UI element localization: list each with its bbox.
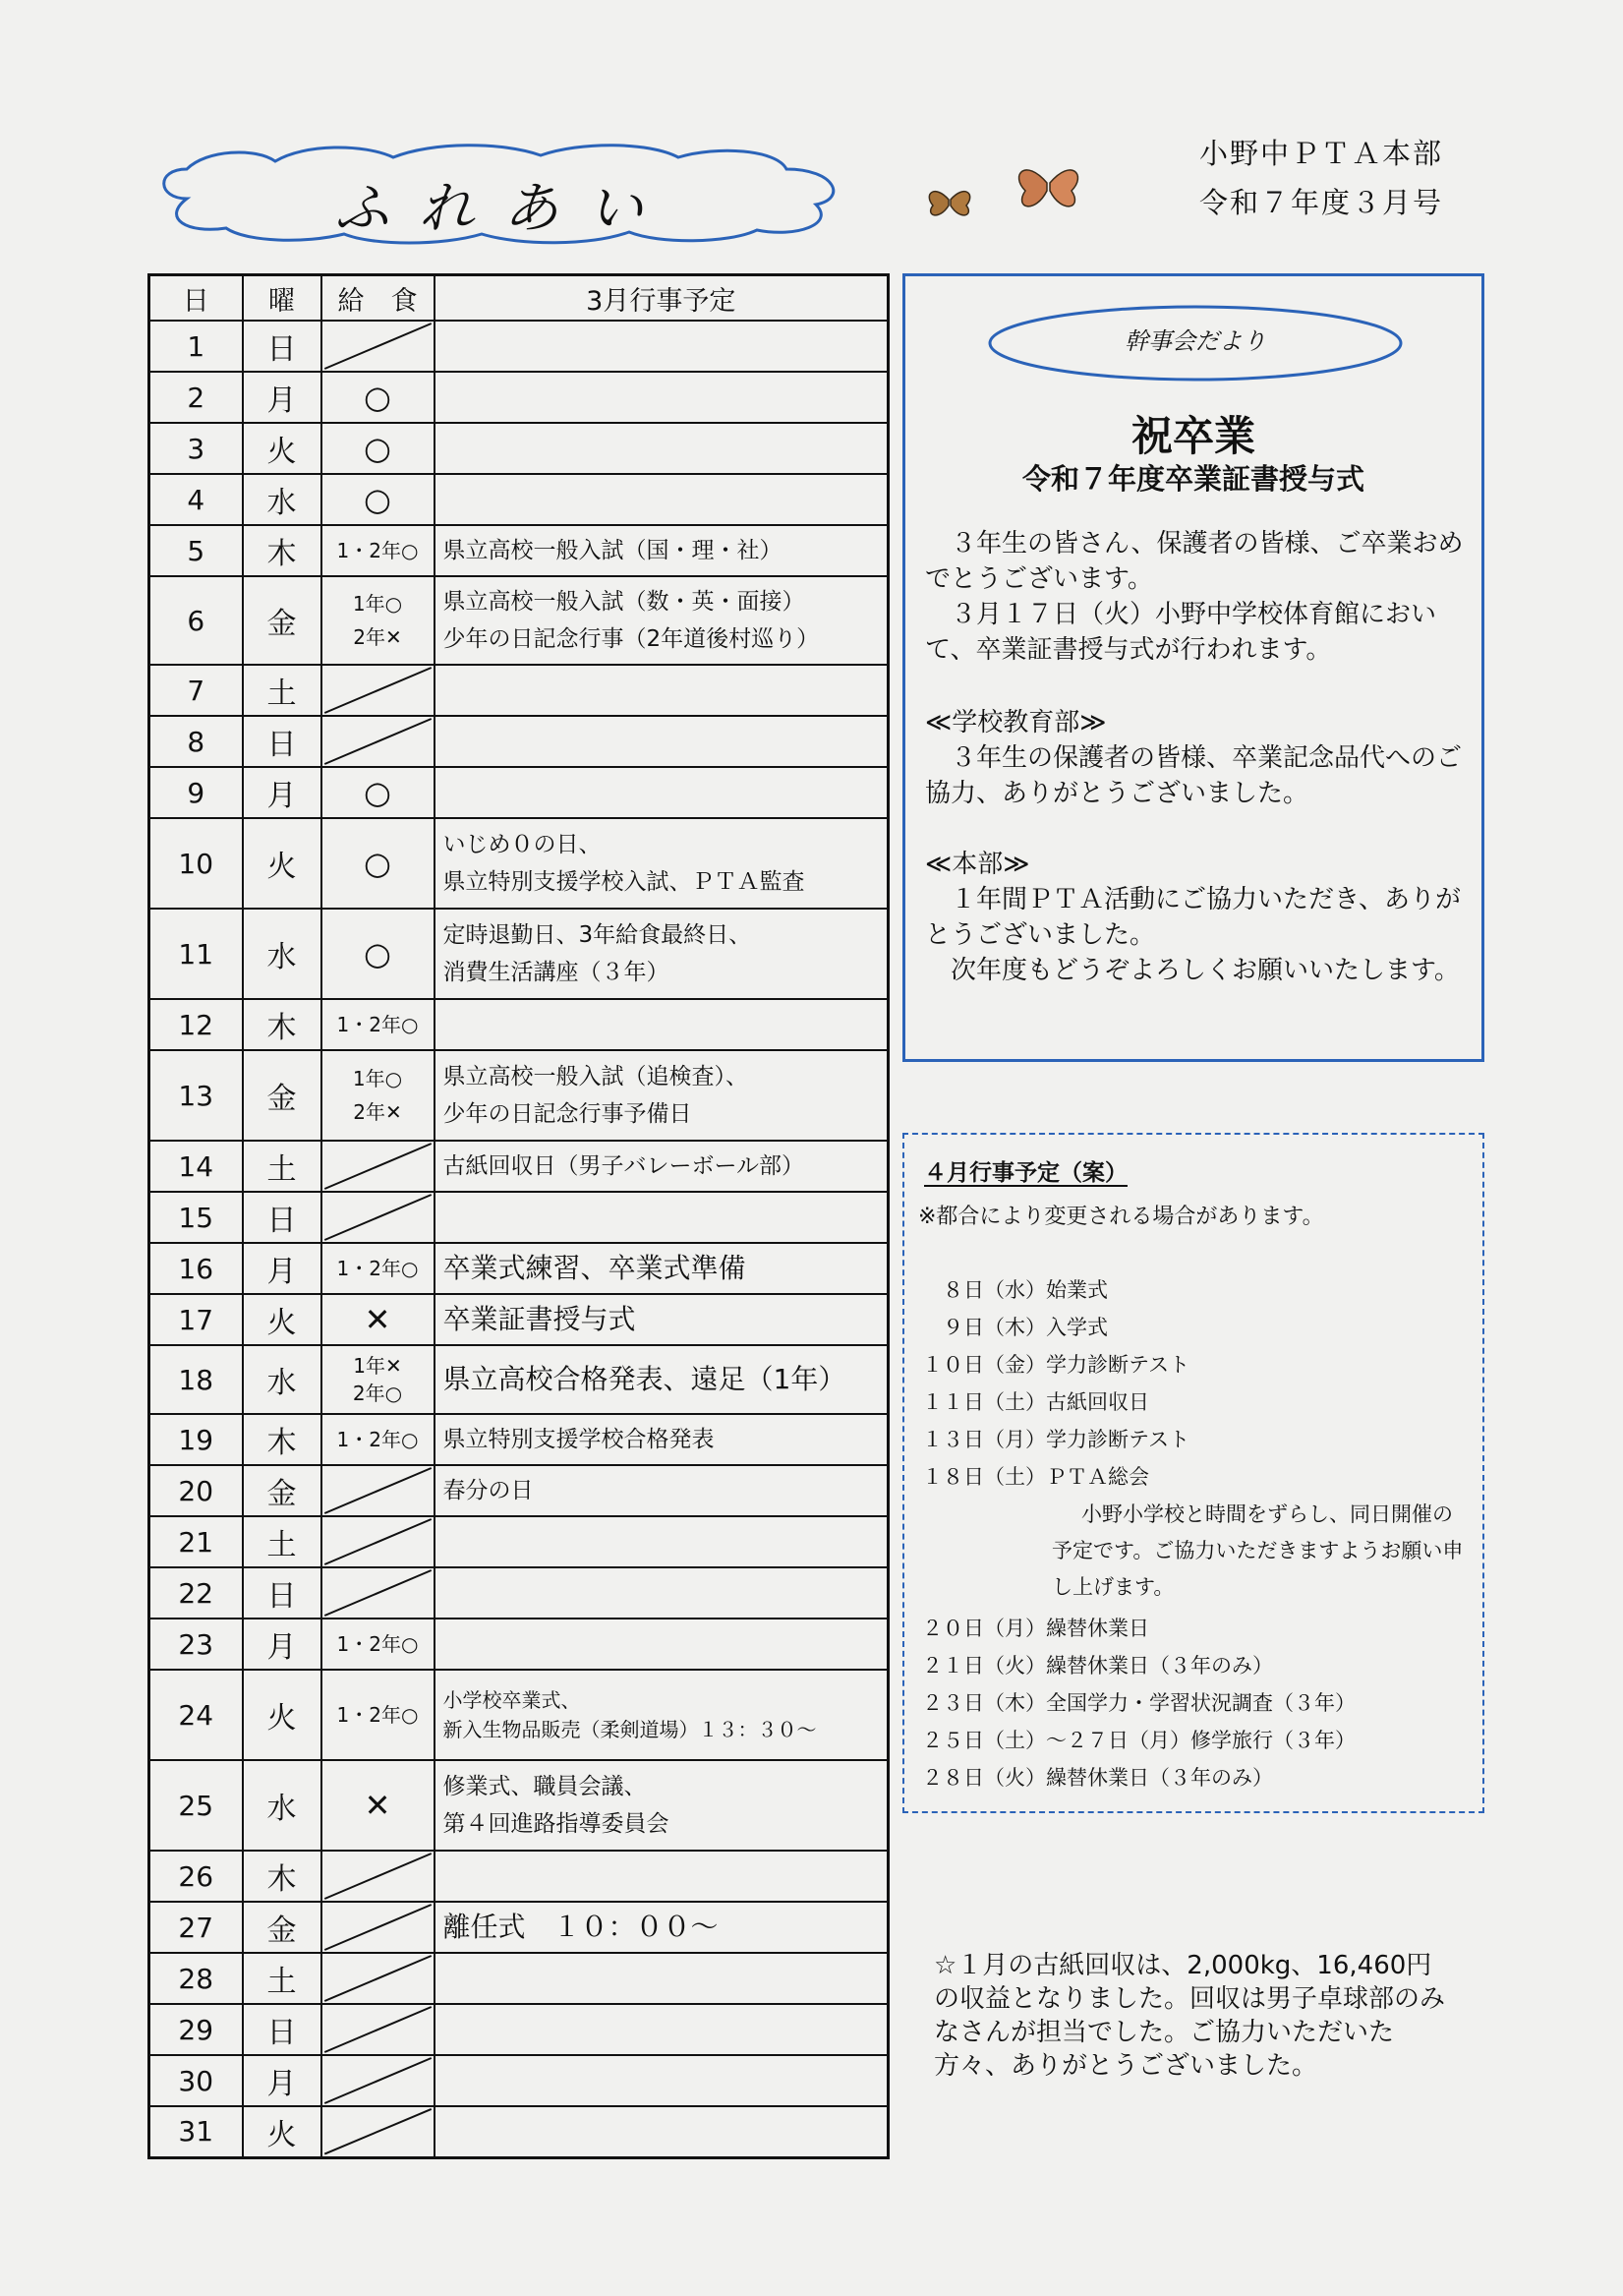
event-cell: [435, 1516, 889, 1567]
no-lunch-slash: [322, 717, 434, 766]
weekday-cell: 金: [243, 1902, 321, 1953]
day-cell: 6: [149, 576, 243, 665]
lunch-cell: [321, 909, 435, 999]
weekday-cell: 火: [243, 1294, 321, 1345]
lunch-value: ○: [364, 379, 391, 416]
table-row: [149, 1345, 889, 1414]
event-line: 小学校卒業式、: [442, 1688, 581, 1712]
weekday-cell: 水: [243, 1760, 321, 1851]
event-line: 定時退勤日、3年給食最終日、: [442, 922, 752, 948]
event-line: 第４回進路指導委員会: [442, 1811, 669, 1837]
table-row: [149, 716, 889, 767]
april-item: ９日（木）入学式: [922, 1316, 1108, 1339]
day-cell: 20: [149, 1465, 243, 1516]
event-line: 少年の日記念行事予備日: [442, 1101, 692, 1127]
event-cell: [435, 321, 889, 372]
lunch-cell: [321, 818, 435, 909]
event-cell: [435, 525, 889, 576]
day-cell: 14: [149, 1141, 243, 1192]
box-label: 幹事会だより: [1125, 327, 1266, 355]
event-cell: [435, 576, 889, 665]
event-cell: [435, 1619, 889, 1670]
weekday-cell: 水: [243, 909, 321, 999]
table-row: [149, 1516, 889, 1567]
day-cell: 27: [149, 1902, 243, 1953]
table-row: [149, 576, 889, 665]
day-cell: 29: [149, 2004, 243, 2055]
event-cell: [435, 909, 889, 999]
lunch-value: 1・2年○: [336, 1632, 419, 1656]
table-row: [149, 474, 889, 525]
lunch-cell: [321, 474, 435, 525]
weekday-cell: 火: [243, 818, 321, 909]
lunch-cell: [321, 999, 435, 1050]
lunch-cell: [321, 423, 435, 474]
event-line: 県立高校一般入試（追検査）、: [442, 1064, 748, 1089]
graduation-subtitle: 令和７年度卒業証書授与式: [1021, 462, 1364, 496]
schedule-table: [147, 273, 890, 2159]
lunch-value: ○: [364, 935, 391, 972]
day-cell: 17: [149, 1294, 243, 1345]
weekday-cell: 木: [243, 999, 321, 1050]
weekday-cell: 月: [243, 1243, 321, 1294]
weekday-cell: 月: [243, 767, 321, 818]
no-lunch-slash: [322, 2056, 434, 2105]
lunch-value: ✕: [364, 1787, 391, 1824]
weekday-cell: 土: [243, 1141, 321, 1192]
no-lunch-slash: [322, 2107, 434, 2156]
april-item-note: 小野小学校と時間をずらし、同日開催の予定です。ご協力いただきますようお願い申し上げます。: [1052, 1502, 1464, 1599]
event-cell: [435, 2055, 889, 2106]
day-cell: 16: [149, 1243, 243, 1294]
event-cell: [435, 1760, 889, 1851]
lunch-value: ○: [364, 481, 391, 518]
no-lunch-slash: [322, 1852, 434, 1901]
weekday-cell: 土: [243, 1516, 321, 1567]
weekday-cell: 金: [243, 576, 321, 665]
no-lunch-slash: [322, 1193, 434, 1242]
butterfly-icon: [924, 155, 1101, 224]
graduation-title: 祝卒業: [1130, 412, 1255, 460]
table-row: [149, 2055, 889, 2106]
event-cell: [435, 1243, 889, 1294]
table-row: [149, 1465, 889, 1516]
lunch-value: 2年✕: [353, 1100, 402, 1124]
lunch-value: 1・2年○: [336, 1428, 419, 1451]
event-cell: [435, 818, 889, 909]
lunch-value: 1年○: [352, 592, 403, 616]
day-cell: 7: [149, 665, 243, 716]
weekday-cell: 火: [243, 2106, 321, 2157]
weekday-cell: 木: [243, 1851, 321, 1902]
weekday-cell: 木: [243, 525, 321, 576]
table-row: [149, 1670, 889, 1760]
day-cell: 26: [149, 1851, 243, 1902]
april-item: １３日（月）学力診断テスト: [922, 1428, 1190, 1451]
event-cell: [435, 1465, 889, 1516]
table-row: [149, 1050, 889, 1141]
lunch-cell: [321, 716, 435, 767]
weekday-cell: 火: [243, 1670, 321, 1760]
weekday-cell: 水: [243, 474, 321, 525]
april-item: ２３日（木）全国学力・学習状況調査（３年）: [922, 1691, 1356, 1715]
lunch-cell: [321, 1851, 435, 1902]
april-schedule-box: [902, 1133, 1484, 1813]
lunch-value: 1年○: [352, 1067, 403, 1090]
lunch-cell: [321, 2004, 435, 2055]
lunch-cell: [321, 1294, 435, 1345]
table-row: [149, 665, 889, 716]
event-line: 消費生活講座（３年）: [442, 960, 669, 985]
april-item: ８日（水）始業式: [922, 1278, 1108, 1302]
lunch-cell: [321, 1670, 435, 1760]
table-row: [149, 1414, 889, 1465]
lunch-cell: [321, 1050, 435, 1141]
event-cell: [435, 1141, 889, 1192]
weekday-cell: 日: [243, 321, 321, 372]
lunch-cell: [321, 767, 435, 818]
event-cell: [435, 1414, 889, 1465]
table-row: [149, 1294, 889, 1345]
issue-label: 令和７年度３月号: [1199, 186, 1444, 219]
lunch-cell: [321, 1953, 435, 2004]
april-item: ２５日（土）～２７日（月）修学旅行（３年）: [922, 1729, 1356, 1752]
event-line: 新入生物品販売（柔剣道場）１３：３０～: [442, 1718, 817, 1741]
lunch-cell: [321, 1465, 435, 1516]
weekday-cell: 水: [243, 1345, 321, 1414]
lunch-cell: [321, 321, 435, 372]
event-line: 卒業式練習、卒業式準備: [442, 1252, 746, 1284]
lunch-value: ○: [364, 430, 391, 467]
lunch-cell: [321, 1243, 435, 1294]
page-title: ふれあい: [334, 177, 672, 241]
greeting-paragraph: ３年生の皆さん、保護者の皆様、ご卒業おめでとうございます。 ３月１７日（火）小野中学校体育館において、卒業証書授与式が行われます。: [925, 529, 1464, 665]
april-item: ２１日（火）繰替休業日（３年のみ）: [922, 1654, 1273, 1678]
lunch-cell: [321, 2055, 435, 2106]
day-cell: 3: [149, 423, 243, 474]
day-cell: 23: [149, 1619, 243, 1670]
no-lunch-slash: [322, 1466, 434, 1515]
lunch-cell: [321, 1760, 435, 1851]
section-hq-heading: ≪本部≫: [925, 850, 1030, 879]
no-lunch-slash: [322, 1903, 434, 1952]
lunch-cell: [321, 1414, 435, 1465]
lunch-value: ✕: [364, 1301, 391, 1338]
lunch-value: 1・2年○: [336, 1013, 419, 1036]
event-line: 県立高校合格発表、遠足（1年）: [442, 1363, 846, 1395]
section-hq-body: １年間ＰＴＡ活動にご協力いただき、ありがとうございました。 次年度もどうぞよろしくお願いいたします。: [925, 885, 1461, 985]
event-line: 県立特別支援学校合格発表: [442, 1427, 715, 1452]
day-cell: 12: [149, 999, 243, 1050]
schedule-body: [149, 321, 889, 2157]
table-row: [149, 1567, 889, 1619]
event-line: 卒業証書授与式: [442, 1303, 636, 1335]
weekday-cell: 土: [243, 665, 321, 716]
event-cell: [435, 767, 889, 818]
april-title: ４月行事予定（案）: [924, 1160, 1128, 1186]
lunch-value: 1・2年○: [336, 1703, 419, 1727]
table-row: [149, 1141, 889, 1192]
weekday-cell: 火: [243, 423, 321, 474]
event-cell: [435, 999, 889, 1050]
lunch-cell: [321, 525, 435, 576]
no-lunch-slash: [322, 1517, 434, 1566]
table-row: [149, 423, 889, 474]
event-cell: [435, 1953, 889, 2004]
lunch-cell: [321, 1567, 435, 1619]
lunch-cell: [321, 1345, 435, 1414]
event-line: 県立特別支援学校入試、ＰＴＡ監査: [442, 869, 805, 895]
day-cell: 2: [149, 372, 243, 423]
weekday-cell: 日: [243, 1567, 321, 1619]
table-row: [149, 1192, 889, 1243]
day-cell: 15: [149, 1192, 243, 1243]
col-header-day: 日: [149, 275, 243, 322]
table-row: [149, 1902, 889, 1953]
day-cell: 1: [149, 321, 243, 372]
table-row: [149, 1851, 889, 1902]
day-cell: 18: [149, 1345, 243, 1414]
april-item: ２０日（月）繰替休業日: [922, 1617, 1149, 1640]
newsletter-box: [902, 273, 1484, 1062]
april-item: ２８日（火）繰替休業日（３年のみ）: [922, 1766, 1273, 1790]
event-cell: [435, 372, 889, 423]
table-row: [149, 372, 889, 423]
lunch-cell: [321, 2106, 435, 2157]
day-cell: 4: [149, 474, 243, 525]
day-cell: 22: [149, 1567, 243, 1619]
weekday-cell: 月: [243, 2055, 321, 2106]
col-header-lunch: 給 食: [321, 275, 435, 322]
table-row: [149, 1953, 889, 2004]
event-line: 少年の日記念行事（2年道後村巡り）: [442, 626, 820, 652]
table-row: [149, 999, 889, 1050]
day-cell: 30: [149, 2055, 243, 2106]
day-cell: 11: [149, 909, 243, 999]
lunch-cell: [321, 576, 435, 665]
lunch-cell: [321, 1192, 435, 1243]
weekday-cell: 月: [243, 1619, 321, 1670]
weekday-cell: 金: [243, 1465, 321, 1516]
april-item: １１日（土）古紙回収日: [922, 1390, 1149, 1414]
day-cell: 19: [149, 1414, 243, 1465]
recycle-note: ☆１月の古紙回収は、2,000kg、16,460円の収益となりました。回収は男子卓球部のみなさんが担当でした。ご協力いただいた方々、ありがとうございました。: [934, 1951, 1446, 2081]
weekday-cell: 日: [243, 1192, 321, 1243]
lunch-cell: [321, 1141, 435, 1192]
event-cell: [435, 1567, 889, 1619]
day-cell: 9: [149, 767, 243, 818]
lunch-value: ○: [364, 774, 391, 811]
event-cell: [435, 423, 889, 474]
no-lunch-slash: [322, 666, 434, 715]
event-cell: [435, 1851, 889, 1902]
event-line: 離任式 １０：００～: [442, 1911, 719, 1943]
day-cell: 21: [149, 1516, 243, 1567]
org-name: 小野中ＰＴＡ本部: [1199, 137, 1444, 170]
weekday-cell: 日: [243, 2004, 321, 2055]
event-line: 古紙回収日（男子バレーボール部）: [442, 1153, 805, 1179]
weekday-cell: 木: [243, 1414, 321, 1465]
event-cell: [435, 1192, 889, 1243]
no-lunch-slash: [322, 1568, 434, 1618]
event-line: 県立高校一般入試（数・英・面接）: [442, 589, 805, 615]
event-line: いじめ０の日、: [442, 832, 602, 857]
lunch-cell: [321, 1516, 435, 1567]
table-row: [149, 767, 889, 818]
no-lunch-slash: [322, 322, 434, 371]
lunch-value: 2年○: [352, 1382, 403, 1405]
day-cell: 8: [149, 716, 243, 767]
weekday-cell: 日: [243, 716, 321, 767]
weekday-cell: 金: [243, 1050, 321, 1141]
no-lunch-slash: [322, 1954, 434, 2003]
event-cell: [435, 474, 889, 525]
no-lunch-slash: [322, 2005, 434, 2054]
table-row: [149, 525, 889, 576]
table-row: [149, 909, 889, 999]
table-row: [149, 818, 889, 909]
event-cell: [435, 2004, 889, 2055]
lunch-value: 1・2年○: [336, 539, 419, 562]
lunch-cell: [321, 1902, 435, 1953]
lunch-cell: [321, 665, 435, 716]
day-cell: 24: [149, 1670, 243, 1760]
table-header-row: [149, 275, 889, 322]
day-cell: 13: [149, 1050, 243, 1141]
weekday-cell: 月: [243, 372, 321, 423]
event-cell: [435, 1902, 889, 1953]
day-cell: 28: [149, 1953, 243, 2004]
no-lunch-slash: [322, 1142, 434, 1191]
lunch-value: 1年✕: [353, 1354, 402, 1378]
event-cell: [435, 665, 889, 716]
col-header-weekday: 曜: [243, 275, 321, 322]
lunch-cell: [321, 372, 435, 423]
table-row: [149, 1760, 889, 1851]
col-header-events: 3月行事予定: [435, 275, 889, 322]
event-cell: [435, 1345, 889, 1414]
day-cell: 31: [149, 2106, 243, 2157]
lunch-value: 2年✕: [353, 625, 402, 649]
day-cell: 5: [149, 525, 243, 576]
table-row: [149, 321, 889, 372]
event-cell: [435, 1050, 889, 1141]
event-line: 修業式、職員会議、: [442, 1774, 647, 1799]
event-cell: [435, 2106, 889, 2157]
table-row: [149, 2004, 889, 2055]
table-row: [149, 2106, 889, 2157]
section-school-heading: ≪学校教育部≫: [925, 708, 1107, 737]
event-cell: [435, 716, 889, 767]
event-line: 春分の日: [442, 1478, 534, 1503]
event-line: 県立高校一般入試（国・理・社）: [442, 538, 783, 563]
april-item: １８日（土）ＰＴＡ総会: [922, 1465, 1149, 1489]
day-cell: 10: [149, 818, 243, 909]
lunch-cell: [321, 1619, 435, 1670]
table-row: [149, 1619, 889, 1670]
lunch-value: ○: [364, 845, 391, 882]
april-item: １０日（金）学力診断テスト: [922, 1353, 1190, 1377]
event-cell: [435, 1294, 889, 1345]
day-cell: 25: [149, 1760, 243, 1851]
weekday-cell: 土: [243, 1953, 321, 2004]
event-cell: [435, 1670, 889, 1760]
april-note: ※都合により変更される場合があります。: [918, 1205, 1324, 1229]
section-school-body: ３年生の保護者の皆様、卒業記念品代へのご協力、ありがとうございました。: [925, 743, 1463, 808]
lunch-value: 1・2年○: [336, 1257, 419, 1280]
table-row: [149, 1243, 889, 1294]
